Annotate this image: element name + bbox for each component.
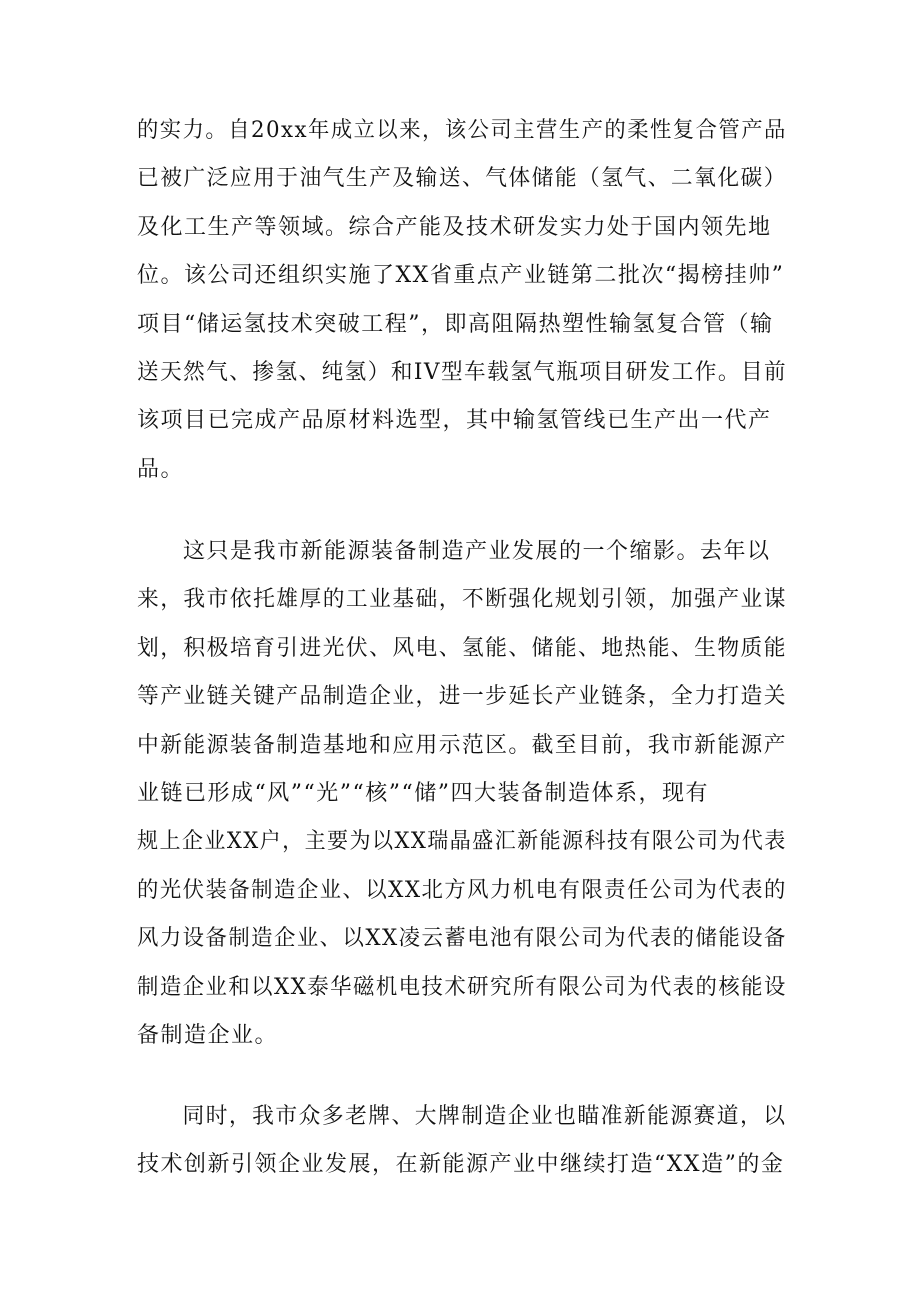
text-line: 中新能源装备制造基地和应用示范区。截至目前，我市新能源产: [137, 732, 787, 758]
text-line: 项目“储运氢技术突破工程”，即高阻隔热塑性输氢复合管（输: [137, 311, 774, 337]
text-line: 该项目已完成产品原材料选型，其中输氢管线已生产出一代产: [137, 408, 772, 434]
text-line: 等产业链关键产品制造企业，进一步延长产业链条，全力打造关: [137, 684, 787, 710]
text-line: 制造企业和以XX泰华磁机电技术研究所有限公司为代表的核能设: [137, 974, 787, 1000]
paragraph-brand-enterprises: [137, 1093, 787, 1190]
text-line: 的光伏装备制造企业、以XX北方风力机电有限责任公司为代表的: [137, 877, 787, 903]
text-line: 品。: [137, 456, 185, 482]
text-line: 的实力。自20xx年成立以来，该公司主营生产的柔性复合管产品: [137, 118, 787, 143]
text-line: 同时，我市众多老牌、大牌制造企业也瞄准新能源赛道，以: [182, 1104, 787, 1129]
paragraph-company-strength: [137, 107, 787, 494]
text-line: 规上企业XX户，主要为以XX瑞晶盛汇新能源科技有限公司为代表: [137, 829, 787, 855]
text-line: 技术创新引领企业发展，在新能源产业中继续打造“XX造”的金: [137, 1152, 785, 1178]
text-line: 划，积极培育引进光伏、风电、氢能、储能、地热能、生物质能: [137, 635, 787, 661]
text-line: 业链已形成“风”“光”“核”“储”四大装备制造体系，现有: [137, 780, 709, 806]
text-line: 已被广泛应用于油气生产及输送、气体储能（氢气、二氧化碳）: [137, 166, 787, 192]
text-line: 送天然气、掺氢、纯氢）和IV型车载氢气瓶项目研发工作。目前: [137, 359, 788, 385]
text-line: 来，我市依托雄厚的工业基础，不断强化规划引领，加强产业谋: [137, 587, 787, 613]
text-line: 备制造企业。: [137, 1022, 279, 1048]
paragraph-industry-overview: [137, 528, 787, 1060]
text-line: 风力设备制造企业、以XX凌云蓄电池有限公司为代表的储能设备: [137, 926, 787, 952]
text-line: 这只是我市新能源装备制造产业发展的一个缩影。去年以: [183, 539, 771, 564]
text-line: 及化工生产等领域。综合产能及技术研发实力处于国内领先地: [137, 214, 772, 240]
text-line: 位。该公司还组织实施了XX省重点产业链第二批次“揭榜挂帅”: [137, 263, 785, 289]
